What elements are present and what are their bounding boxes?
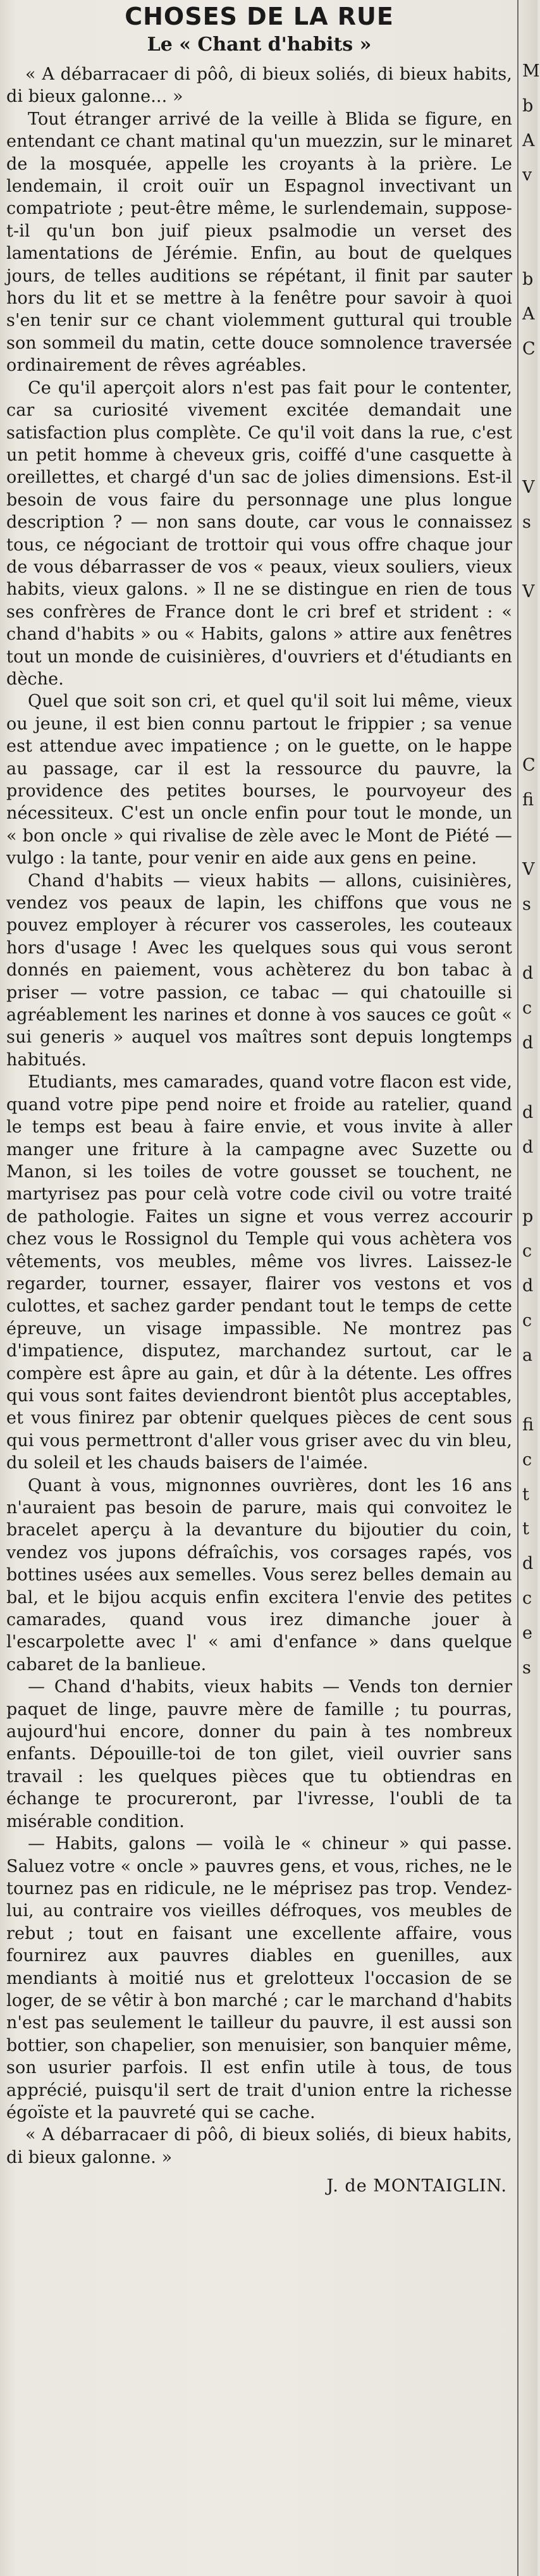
adjacent-column-letter: V [522,859,535,879]
paragraph: Ce qu'il aperçoit alors n'est pas fait pour le contenter, car sa curiosité vivement excitée demandait une satisfaction plus complète. Ce qu'il voit dans la rue, c'est un petit homme à cheveux gris, coiffé d'une casquette à oreillettes, et chargé d'un sac de jolies dimensions. Est-il besoin de vous faire du personnage une plus longue description ? — non sans doute, car vous le connaissez tous, ce négociant de trottoir qui vous offre chaque jour de vous débarrasser de vos « peaux, vieux souliers, vieux habits, vieux galons. » Il ne se distingue en rien de tous ses confrères de France dont le cri bref et strident : « chand d'habits » ou « Habits, galons » attire aux fenêtres tout un monde de cuisinières, d'ouvriers et d'étudiants en dèche. [6,378,512,689]
adjacent-column-letter: b [522,96,534,116]
adjacent-column-letter: c [522,1588,532,1609]
adjacent-column-letter: c [522,998,532,1019]
adjacent-column-letter: s [522,1657,531,1678]
paragraph: Etudiants, mes camarades, quand votre flacon est vide, quand votre pipe pend noire et froide au ratelier, quand le temps est beau à faire envie, et vous invite à aller manger une friture à la campagne avec Suzette ou Manon, si les toiles de votre gousset se touchent, ne martyrisez pas pour celà votre code civil ou votre traité de pathologie. Faites un signe et vous verrez accourir chez vous le Rossignol du Temple qui vous achètera vos vêtements, vos meubles, même vos livres. Laissez-le regarder, tourner, essayer, flairer vos vestons et vos culottes, et sachez garder pendant tout le temps de cette épreuve, un visage impassible. Ne montrez pas d'impatience, disputez, marchandez surtout, car le compère est âpre au gain, et dûr à la détente. Les offres qui vous sont faites deviendront bientôt plus acceptables, et vous finirez par obtenir quelques pièces de cent sous qui vous permettront d'aller vous griser avec du vin bleu, du soleil et les chauds baisers de l'aimée. [6,1072,512,1473]
adjacent-column-letter: d [522,1137,534,1157]
paragraph: Quant à vous, mignonnes ouvrières, dont les 16 ans n'auraient pas besoin de parure, mais qui convoitez le bracelet aperçu à la devanture du bijoutier du coin, vendez vos jupons défraîchis, vos corsages rapés, vos bottines usées aux semelles. Vous serez belles demain au bal, et le bijou acquis enfin excitera l'envie des petites camarades, quand vous irez dimanche jouer à l'escarpolette avec l' « ami d'enfance » dans quelque cabaret de la banlieue. [6,1475,512,1675]
adjacent-column-letter: d [522,1554,534,1574]
adjacent-column-letter: e [522,1623,532,1644]
paragraph: Quel que soit son cri, et quel qu'il soit lui même, vieux ou jeune, il est bien connu partout le frippier ; sa venue est attendue avec impatience ; on le guette, on le happe au passage, car il est la ressource du pauvre, la providence des petites bourses, le pourvoyeur des nécessiteux. C'est un oncle enfin pour tout le monde, un « bon oncle » qui rivalise de zèle avec le Mont de Piété — vulgo : la tante, pour venir en aide aux gens en peine. [6,691,512,869]
adjacent-column-letter: d [522,1102,534,1122]
adjacent-column-letter: C [522,338,536,359]
adjacent-column-letter: M [522,61,540,81]
adjacent-column-letter: c [522,1449,532,1470]
paragraph: — Chand d'habits, vieux habits — Vends ton dernier paquet de linge, pauvre mère de famille ; tu pourras, aujourd'hui encore, donner du pain à tes nombreux enfants. Dépouille-toi de ton gilet, vieil ouvrier sans travail : les quelques pièces que tu obtiendras en échange te procureront, par l'ivresse, l'oubli de ta misérable condition. [6,1677,512,1831]
paragraph: Chand d'habits — vieux habits — allons, cuisinières, vendez vos peaux de lapin, les chiffons que vous ne pouvez employer à récurer vos casseroles, les couteaux hors d'usage ! Avec les quelques sous qui vous seront donnés en paiement, vous achèterez du bon tabac à priser — votre passion, ce tabac — qui chatouille si agréablement les narines et donne à vos sauces ce goût « sui generis » auquel vos maîtres sont depuis longtemps habitués. [6,870,512,1070]
adjacent-column-letter: c [522,1241,532,1261]
adjacent-column-letter: V [522,581,535,602]
paragraph: Tout étranger arrivé de la veille à Blida se figure, en entendant ce chant matinal qu'un muezzin, sur le minaret de la mosquée, appelle les croyants à la prière. Le lendemain, il croit ouïr un Espagnol invectivant un compatriote ; peut-être même, le surlendemain, suppose-t-il qu'un bon juif pieux psalmodie un verset des lamentations de Jérémie. Enfin, au bout de quelques jours, de telles auditions se répétant, il finit par sauter hors du lit et se mettre à la fenêtre pour savoir à quoi s'en tenir sur ce chant violemment guttural qui trouble son sommeil du matin, cette douce somnolence traversée ordinairement de rêves agréables. [6,109,512,376]
adjacent-column-letter: A [522,130,535,151]
adjacent-column-letter: d [522,963,534,984]
adjacent-column-letter: d [522,1033,534,1053]
adjacent-column-letter: a [522,1346,533,1366]
adjacent-column-letter: p [522,1206,534,1227]
adjacent-column-fragment [522,0,540,2576]
adjacent-column-letter: V [522,478,535,498]
adjacent-column-letter: fi [522,1415,534,1435]
adjacent-column-letter: c [522,1311,532,1331]
column-divider [517,0,519,2576]
adjacent-column-letter: d [522,1276,534,1296]
author-signature: J. de MONTAIGLIN. [326,2176,507,2196]
adjacent-column-letter: s [522,512,531,533]
paragraph-opening-quote: « A débarracaer di pôô, di bieux soliés, di bieux habits, di bieux galonne... » [6,65,512,107]
adjacent-column-letter: fi [522,790,534,810]
paragraph-closing-quote: « A débarracaer di pôô, di bieux soliés, di bieux habits, di bieux galonne. » [6,2125,512,2167]
adjacent-column-letter: t [522,1484,529,1504]
article-subtitle: Le « Chant d'habits » [147,34,372,56]
adjacent-column-letter: A [522,304,535,324]
paragraph: — Habits, galons — voilà le « chineur » qui passe. Saluez votre « oncle » pauvres gens, et vous, riches, ne le tournez pas en ridicule, ne le méprisez pas trop. Vendez-lui, au contraire vos vieilles défroques, vos meubles de rebut ; tout en faisant une excellente affaire, vous fournirez aux pauvres diables en guenilles, aux mendiants à moitié nus et grelotteux l'occasion de se loger, de se vêtir à bon marché ; car le marchand d'habits n'est pas seulement le tailleur du pauvre, il est aussi son bottier, son chapelier, son menuisier, son banquier même, son usurier parfois. Il est enfin utile à tous, de tous apprécié, puisqu'il sert de trait d'union entre la richesse égoïste et la pauvreté qui se cache. [6,1834,512,2122]
article-column [6,0,512,2576]
adjacent-column-letter: t [522,1519,529,1539]
adjacent-column-letter: b [522,269,534,290]
adjacent-column-letter: v [522,165,532,185]
article-title: CHOSES DE LA RUE [125,3,394,30]
article-body [6,63,512,2169]
adjacent-column-letter: s [522,894,531,914]
adjacent-column-letter: C [522,755,536,776]
